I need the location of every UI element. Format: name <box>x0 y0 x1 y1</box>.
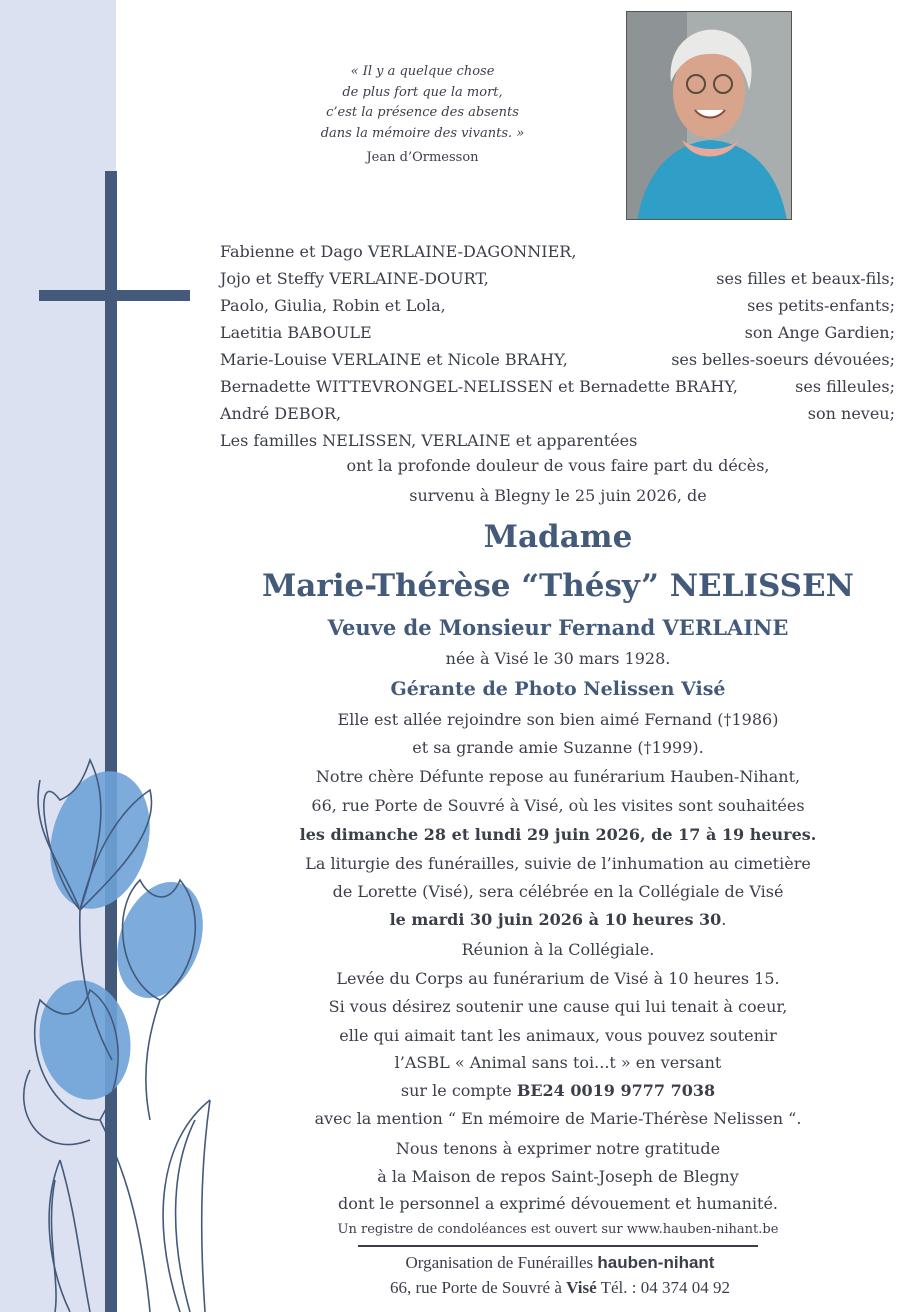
body-line: elle qui aimait tant les animaux, vous pouvez soutenir <box>339 1026 777 1045</box>
funeral-date <box>200 910 916 929</box>
bank-account-label: sur le compte <box>400 1081 517 1100</box>
body-line: à la Maison de repos Saint-Joseph de Blegny <box>377 1167 739 1186</box>
family-names: Marie-Louise VERLAINE et Nicole BRAHY, <box>220 350 568 369</box>
brand-logo: hauben-nihant <box>597 1253 715 1272</box>
quote-line: dans la mémoire des vivants. » <box>320 125 525 141</box>
footer-divider <box>358 1245 758 1247</box>
family-row <box>220 346 895 373</box>
family-row <box>220 292 895 319</box>
footer-address <box>280 1278 840 1298</box>
body-line: l’ASBL « Animal sans toi...t » en versant <box>394 1053 722 1072</box>
body-line: Notre chère Défunte repose au funérarium Hauben-Nihant, <box>315 767 801 786</box>
footer-address-city: Visé <box>566 1278 597 1297</box>
family-names: Paolo, Giulia, Robin et Lola, <box>220 296 446 315</box>
occupation: Gérante de Photo Nelissen Visé <box>390 678 726 700</box>
family-relation: ses petits-enfants; <box>747 296 895 315</box>
body-line: de Lorette (Visé), sera célébrée en la Collégiale de Visé <box>332 882 784 901</box>
announcement-line: ont la profonde douleur de vous faire part du décès, <box>346 456 770 475</box>
family-names: Jojo et Steffy VERLAINE-DOURT, <box>220 269 489 288</box>
family-relation: ses filleules; <box>795 377 895 396</box>
body-line: Nous tenons à exprimer notre gratitude <box>395 1139 721 1158</box>
funeral-date-bold: le mardi 30 juin 2026 à 10 heures 30 <box>389 910 722 929</box>
family-relation: son neveu; <box>807 404 895 423</box>
family-row <box>220 238 895 265</box>
body-line: La liturgie des funérailles, suivie de l’inhumation au cimetière <box>305 854 811 873</box>
family-row <box>220 400 895 427</box>
family-names: Les familles NELISSEN, VERLAINE et apparentées <box>220 431 638 450</box>
family-row <box>220 427 895 454</box>
body-line: et sa grande amie Suzanne (†1999). <box>412 738 704 757</box>
bank-account <box>200 1081 916 1100</box>
body-line: Si vous désirez soutenir une cause qui lui tenait à coeur, <box>328 997 788 1016</box>
family-row <box>220 319 895 346</box>
quote-line: « Il y a quelque chose <box>350 64 495 79</box>
family-relation: ses filles et beaux-fils; <box>716 269 895 288</box>
body-line: Réunion à la Collégiale. <box>461 940 655 959</box>
family-relation: ses belles-soeurs dévouées; <box>671 350 895 369</box>
quote-line: de plus fort que la mort, <box>342 84 503 100</box>
quote-author: Jean d’Ormesson <box>366 150 479 165</box>
family-list <box>220 238 895 454</box>
quote-line: c’est la présence des absents <box>326 105 519 120</box>
quote <box>300 62 545 144</box>
body-line: avec la mention “ En mémoire de Marie-Thérèse Nelissen “. <box>314 1109 802 1128</box>
birth-info: née à Visé le 30 mars 1928. <box>445 649 671 668</box>
condolence-register: Un registre de condoléances est ouvert sur www.hauben-nihant.be <box>337 1222 779 1237</box>
visiting-hours: les dimanche 28 et lundi 29 juin 2026, de 17 à 19 heures. <box>299 825 817 844</box>
family-relation: son Ange Gardien; <box>744 323 895 342</box>
deceased-name: Marie-Thérèse “Thésy” NELISSEN <box>261 568 855 604</box>
family-row <box>220 265 895 292</box>
announcement-line: survenu à Blegny le 25 juin 2026, de <box>409 486 707 505</box>
portrait-photo <box>626 11 792 220</box>
family-names: André DEBOR, <box>220 404 342 423</box>
family-row <box>220 373 895 400</box>
body-line: Elle est allée rejoindre son bien aimé Fernand (†1986) <box>337 710 779 729</box>
funeral-date-end: . <box>721 910 727 929</box>
footer-organisation <box>280 1253 840 1273</box>
family-names: Bernadette WITTEVRONGEL-NELISSEN et Bernadette BRAHY, <box>220 377 738 396</box>
cross-icon-horizontal <box>39 290 190 301</box>
family-names: Fabienne et Dago VERLAINE-DAGONNIER, <box>220 242 577 261</box>
widow-of: Veuve de Monsieur Fernand VERLAINE <box>327 615 789 640</box>
bank-account-number: BE24 0019 9777 7038 <box>516 1081 716 1100</box>
footer-phone: Tél. : 04 374 04 92 <box>596 1278 730 1297</box>
body-line: Levée du Corps au funérarium de Visé à 10 heures 15. <box>336 969 780 988</box>
footer-org-label: Organisation de Funérailles <box>405 1253 598 1272</box>
footer-address-start: 66, rue Porte de Souvré à <box>390 1278 567 1297</box>
deceased-title: Madame <box>483 519 633 555</box>
body-line: dont le personnel a exprimé dévouement et humanité. <box>337 1194 779 1213</box>
family-names: Laetitia BABOULE <box>220 323 372 342</box>
body-line: 66, rue Porte de Souvré à Visé, où les visites sont souhaitées <box>311 796 805 815</box>
